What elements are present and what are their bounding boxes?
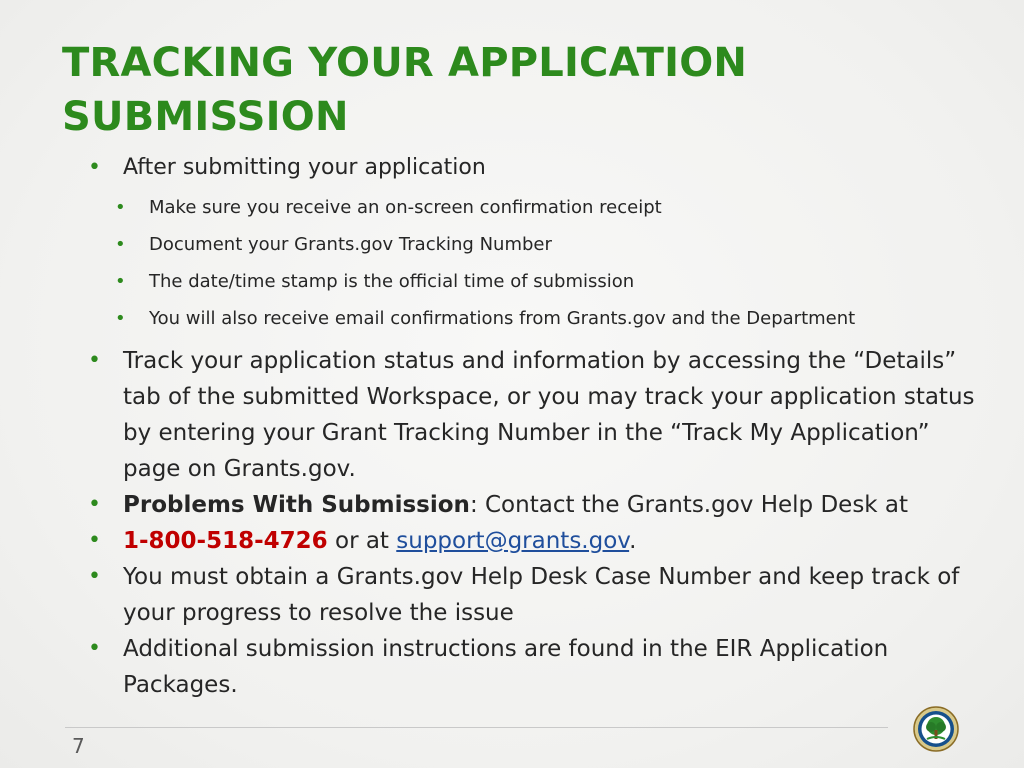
main-bullet-list-continued [88,343,993,703]
contact-middle-text: or at [327,528,397,554]
bullet-after-submitting [88,150,993,186]
problems-text: : Contact the Grants.gov Help Desk at [469,492,909,518]
help-desk-phone: 1-800-518-4726 [123,528,328,554]
sub-bullet-list [88,189,993,337]
page-number: 7 [72,734,85,758]
sub-bullet-email-confirmations: • You will also receive email confirmations from Grants.gov and the Department [88,300,993,337]
bullet-problems [88,487,993,523]
slide-title: TRACKING YOUR APPLICATION SUBMISSION [62,40,748,140]
problems-label: Problems With Submission [123,492,470,518]
contact-end-text: . [629,528,637,554]
bullet-additional-instructions: • Additional submission instructions are found in the EIR Application Packages. [88,631,993,703]
department-seal-icon [913,706,959,752]
main-bullet-list [88,150,993,186]
bullet-case-number: • You must obtain a Grants.gov Help Desk Case Number and keep track of your progress to resolve the issue [88,559,993,631]
support-email-link[interactable]: support@grants.gov [396,528,630,554]
sub-bullet-tracking-number: • Document your Grants.gov Tracking Number [88,226,993,263]
bullet-after-submitting-text: After submitting your application [123,155,486,180]
bullet-contact [88,523,993,559]
slide-content [88,150,993,703]
sub-bullet-timestamp: • The date/time stamp is the official time of submission [88,263,993,300]
bullet-track-status: • Track your application status and information by accessing the “Details” tab of the submitted Workspace, or you may track your application status by entering your Grant Tracking Number in the “Track My Application” page on Grants.gov. [88,343,993,487]
footer-divider [65,727,888,728]
sub-bullet-confirmation: • Make sure you receive an on-screen confirmation receipt [88,189,993,226]
